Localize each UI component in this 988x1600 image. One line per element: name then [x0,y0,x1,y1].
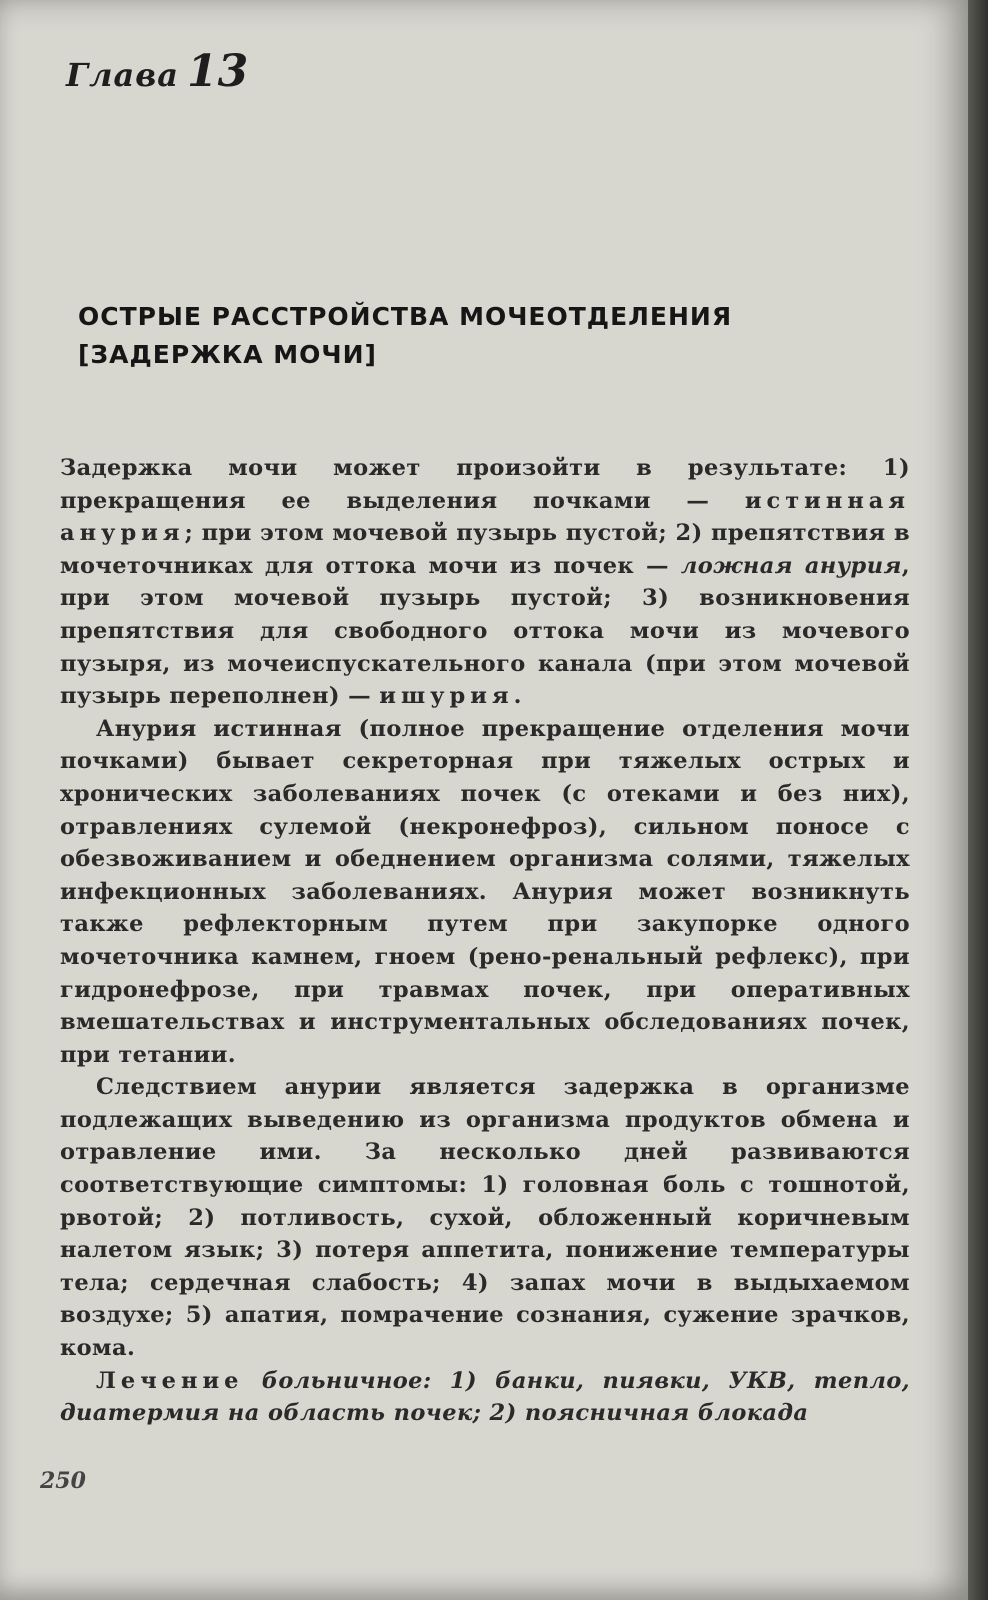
paragraph-1 [60,452,910,713]
text-run: (полное прекращение отделения мочи почками) бывает секреторная при тяжелых острых и хронических заболеваниях почек (с отеками и без них), отравлениях сулемой (некронефроз), сильном поносе с обезвоживанием и обеднением организма солями, тяжелых инфекционных заболеваниях. Анурия может возникнуть также рефлекторным путем при закупорке одного мочеточника камнем, гноем (рено-ренальный рефлекс), при гидронефрозе, при травмах почек, при оперативных вмешательствах и инструментальных обследованиях почек, при тетании. [60,715,910,1068]
italic-term: ложная анурия [680,552,902,579]
text-run: больничное: 1) банки, пиявки, УКВ, тепло, диатермия на область почек; 2) поясничная блокада [60,1367,910,1427]
spaced-term: истинная анурия [60,487,910,547]
text-run: . [513,683,522,710]
page-edge-shadow [968,0,988,1600]
paragraph-2 [60,713,910,1072]
text-run: ; при этом мочевой пузырь пустой; 2) препятствия в мочеточниках для оттока мочи из почек — [60,520,910,579]
chapter-number: 13 [187,46,249,97]
body-text [60,452,910,1430]
section-title [78,298,732,374]
section-title-line-2: [ЗАДЕРЖКА МОЧИ] [78,340,377,369]
page-number: 250 [40,1468,86,1494]
section-title-line-1: ОСТРЫЕ РАССТРОЙСТВА МОЧЕОТДЕЛЕНИЯ [78,302,733,331]
text-run: Задержка мочи может произойти в результате: 1) прекращения ее выделения почками — [60,455,910,514]
paragraph-4 [60,1365,910,1430]
chapter-heading [66,46,248,97]
text-run: , при этом мочевой пузырь пустой; 3) возникновения препятствия для свободного оттока мочи из мочевого пузыря, из мочеиспускательного канала (при этом мочевой пузырь переполнен) — [60,552,910,710]
bold-term: Анурия истинная [96,715,342,742]
paragraph-3: Следствием анурии является задержка в организме подлежащих выведению из организма продуктов обмена и отравление ими. За несколько дней развиваются соответствующие симптомы: 1) головная боль с тошнотой, рвотой; 2) потливость, сухой, обложенный коричневым налетом язык; 3) потеря аппетита, понижение температуры тела; сердечная слабость; 4) запах мочи в выдыхаемом воздухе; 5) апатия, помрачение сознания, сужение зрачков, кома. [60,1074,910,1362]
spaced-term: Лечение [96,1367,244,1394]
spaced-term: ишурия [379,683,514,710]
chapter-word: Глава [66,56,179,94]
